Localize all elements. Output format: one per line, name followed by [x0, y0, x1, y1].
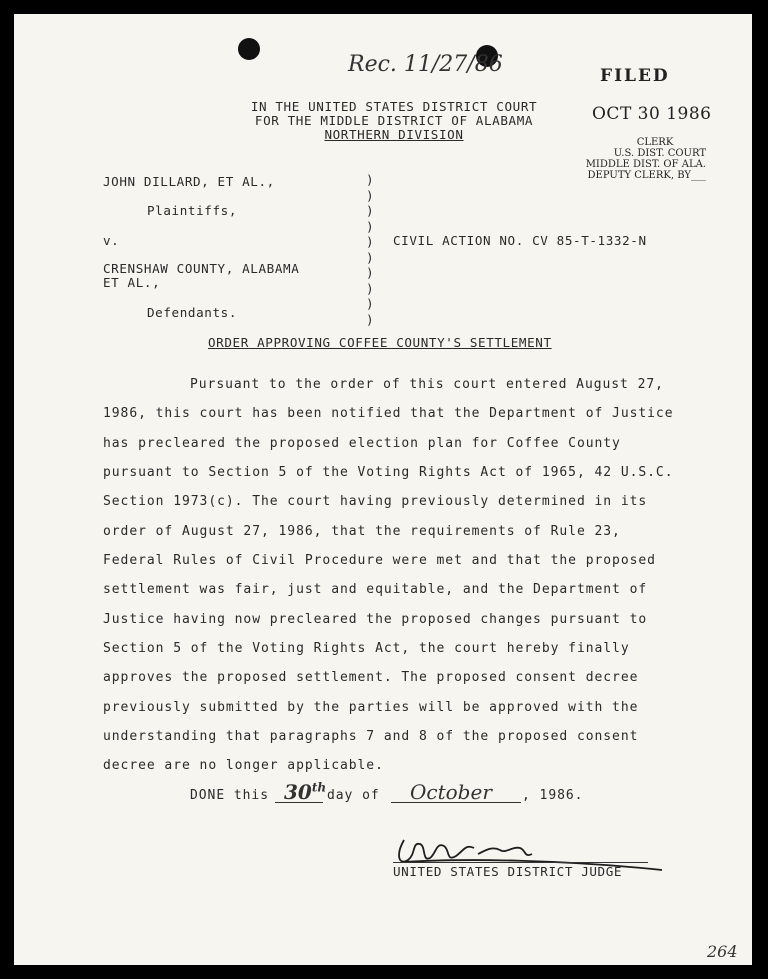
court-line-1: IN THE UNITED STATES DISTRICT COURT: [250, 99, 538, 114]
defendant-line-1: CRENSHAW COUNTY, ALABAMA: [103, 261, 300, 276]
body-line: settlement was fair, just and equitable, and the Department of: [103, 582, 648, 597]
stamp-district-line: MIDDLE DIST. OF ALA.: [585, 159, 706, 170]
year-suffix: , 1986.: [522, 788, 584, 803]
court-header: [224, 100, 564, 142]
judge-title: UNITED STATES DISTRICT JUDGE: [393, 862, 648, 879]
caption-divider: ) ) ) ) ) ) ) ) ) ): [366, 172, 374, 327]
body-line: previously submitted by the parties will be approved with the: [103, 700, 639, 715]
body-line: pursuant to Section 5 of the Voting Rights Act of 1965, 42 U.S.C.: [103, 465, 674, 480]
filed-stamp-date: OCT 30 1986: [592, 104, 712, 124]
plaintiff-name: JOHN DILLARD, ET AL.,: [103, 174, 275, 189]
defendant-name: [103, 262, 299, 290]
defendant-line-2: ET AL.,: [103, 275, 161, 290]
body-line: Section 1973(c). The court having previously determined in its: [103, 494, 648, 509]
civil-action-number: CIVIL ACTION NO. CV 85-T-1332-N: [393, 233, 647, 248]
filed-stamp-label: FILED: [600, 66, 670, 86]
day-of-label: day of: [327, 788, 380, 803]
body-line: Pursuant to the order of this court entered August 27,: [190, 377, 664, 392]
month-handwritten: October: [410, 780, 492, 804]
body-line: decree are no longer applicable.: [103, 758, 384, 773]
stamp-clerk-line: CLERK: [636, 137, 674, 148]
plaintiffs-label: Plaintiffs,: [147, 203, 238, 218]
order-title: ORDER APPROVING COFFEE COUNTY'S SETTLEMENT: [208, 335, 552, 350]
body-line: approves the proposed settlement. The proposed consent decree: [103, 670, 639, 685]
received-notation: Rec. 11/27/86: [348, 52, 503, 77]
body-line: Section 5 of the Voting Rights Act, the court hereby finally: [103, 641, 630, 656]
body-line: has precleared the proposed election plan for Coffee County: [103, 436, 621, 451]
body-line: Federal Rules of Civil Procedure were met and that the proposed: [103, 553, 656, 568]
body-line: Justice having now precleared the proposed changes pursuant to: [103, 612, 648, 627]
body-line: understanding that paragraphs 7 and 8 of the proposed consent: [103, 729, 639, 744]
court-line-2: FOR THE MIDDLE DISTRICT OF ALABAMA: [254, 113, 534, 128]
page-number: 264: [707, 942, 738, 961]
body-line: order of August 27, 1986, that the requirements of Rule 23,: [103, 524, 621, 539]
body-line: 1986, this court has been notified that the Department of Justice: [103, 406, 674, 421]
document-page: [14, 14, 752, 965]
defendants-label: Defendants.: [147, 305, 238, 320]
court-line-3: NORTHERN DIVISION: [324, 127, 464, 142]
filed-stamp-clerk: [574, 137, 706, 181]
stamp-court-line: U.S. DIST. COURT: [613, 148, 706, 159]
punch-hole-left: [238, 38, 260, 60]
versus-label: v.: [103, 233, 120, 248]
stamp-deputy-line: DEPUTY CLERK, BY___: [587, 170, 706, 181]
day-handwritten: 30th: [284, 780, 327, 804]
done-prefix: DONE this: [190, 788, 269, 803]
